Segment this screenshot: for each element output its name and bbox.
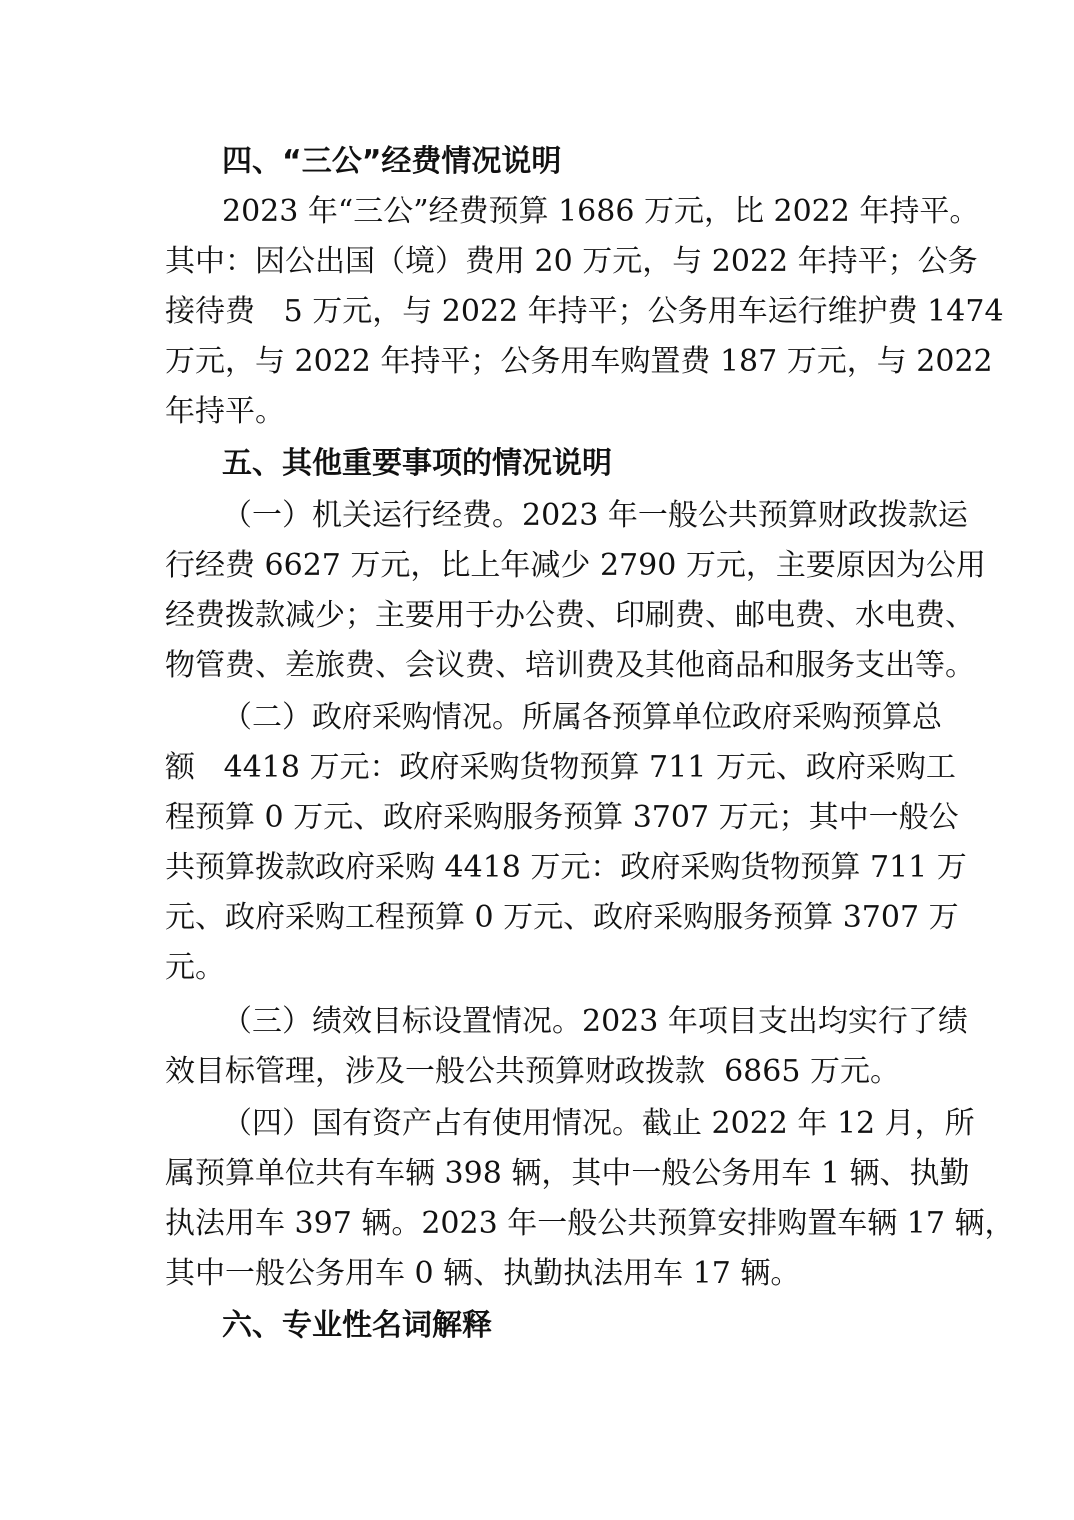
section-heading-6: 六、专业性名词解释 [222, 1308, 492, 1343]
paragraph-line: 万元，与 2022 年持平；公务用车购置费 187 万元，与 2022 [165, 344, 993, 379]
section-heading-4: 四、“三公”经费情况说明 [222, 144, 562, 179]
paragraph-line: （二）政府采购情况。所属各预算单位政府采购预算总 [222, 700, 942, 735]
paragraph-line: 年持平。 [165, 394, 285, 429]
paragraph-line: 程预算 0 万元、政府采购服务预算 3707 万元；其中一般公 [165, 800, 959, 835]
paragraph-line: （一）机关运行经费。2023 年一般公共预算财政拨款运 [222, 498, 968, 533]
paragraph-line: 执法用车 397 辆。2023 年一般公共预算安排购置车辆 17 辆， [165, 1206, 1015, 1241]
paragraph-line: 接待费 5 万元，与 2022 年持平；公务用车运行维护费 1474 [165, 294, 1004, 329]
paragraph-line: 属预算单位共有车辆 398 辆，其中一般公务用车 1 辆、执勤 [165, 1156, 970, 1191]
paragraph-line: 额 4418 万元：政府采购货物预算 711 万元、政府采购工 [165, 750, 956, 785]
paragraph-line: 2023 年“三公”经费预算 1686 万元，比 2022 年持平。 [222, 194, 980, 229]
paragraph-line: 元、政府采购工程预算 0 万元、政府采购服务预算 3707 万 [165, 900, 959, 935]
paragraph-line: 元。 [165, 950, 225, 985]
paragraph-line: 其中：因公出国（境）费用 20 万元，与 2022 年持平；公务 [165, 244, 978, 279]
section-heading-5: 五、其他重要事项的情况说明 [222, 446, 612, 481]
paragraph-line: 经费拨款减少；主要用于办公费、印刷费、邮电费、水电费、 [165, 598, 975, 633]
paragraph-line: 行经费 6627 万元，比上年减少 2790 万元，主要原因为公用 [165, 548, 986, 583]
paragraph-line: 物管费、差旅费、会议费、培训费及其他商品和服务支出等。 [165, 648, 975, 683]
paragraph-line: 效目标管理，涉及一般公共预算财政拨款 6865 万元。 [165, 1054, 900, 1089]
paragraph-line: 其中一般公务用车 0 辆、执勤执法用车 17 辆。 [165, 1256, 801, 1291]
paragraph-line: （四）国有资产占有使用情况。截止 2022 年 12 月，所 [222, 1106, 975, 1141]
paragraph-line: 共预算拨款政府采购 4418 万元：政府采购货物预算 711 万 [165, 850, 967, 885]
paragraph-line: （三）绩效目标设置情况。2023 年项目支出均实行了绩 [222, 1004, 968, 1039]
